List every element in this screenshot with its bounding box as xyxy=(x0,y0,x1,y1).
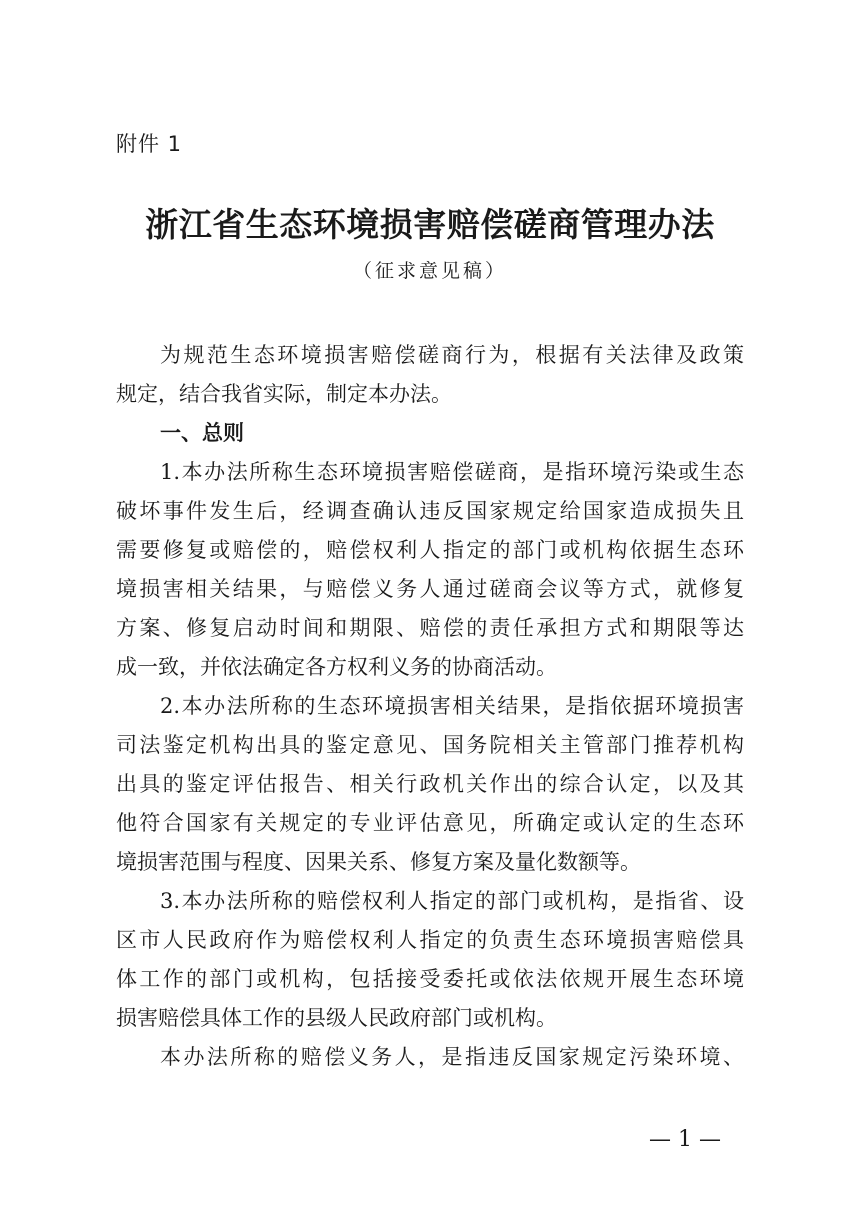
text-line: 损害赔偿具体工作的县级人民政府部门或机构。 xyxy=(116,1006,557,1030)
text-line: 破坏事件发生后，经调查确认违反国家规定给国家造成损失且 xyxy=(116,499,744,523)
text-line: 本办法所称的赔偿义务人，是指违反国家规定污染环境、 xyxy=(160,1045,744,1069)
text-line: 方案、修复启动时间和期限、赔偿的责任承担方式和期限等达 xyxy=(116,616,744,640)
attachment-label: 附件 1 xyxy=(116,132,183,156)
text-line: 区市人民政府作为赔偿权利人指定的负责生态环境损害赔偿具 xyxy=(116,928,744,952)
text-line: 司法鉴定机构出具的鉴定意见、国务院相关主管部门推荐机构 xyxy=(116,733,744,757)
text-line: 规定，结合我省实际，制定本办法。 xyxy=(116,382,452,406)
text-line: 境损害范围与程度、因果关系、修复方案及量化数额等。 xyxy=(116,850,641,874)
text-line: 境损害相关结果，与赔偿义务人通过磋商会议等方式，就修复 xyxy=(116,577,744,601)
text-line: 需要修复或赔偿的，赔偿权利人指定的部门或机构依据生态环 xyxy=(116,538,744,562)
document-body xyxy=(116,336,744,1077)
document-title: 浙江省生态环境损害赔偿磋商管理办法 xyxy=(145,205,715,244)
text-line: 出具的鉴定评估报告、相关行政机关作出的综合认定，以及其 xyxy=(116,772,744,796)
text-line: 2.本办法所称的生态环境损害相关结果，是指依据环境损害 xyxy=(160,694,744,718)
text-line: 3.本办法所称的赔偿权利人指定的部门或机构，是指省、设 xyxy=(160,889,744,913)
text-line: 体工作的部门或机构，包括接受委托或依法依规开展生态环境 xyxy=(116,967,744,991)
text-line: 成一致，并依法确定各方权利义务的协商活动。 xyxy=(116,655,557,679)
text-line: 1.本办法所称生态环境损害赔偿磋商，是指环境污染或生态 xyxy=(160,460,744,484)
document-subtitle: （征求意见稿） xyxy=(352,260,507,282)
page-number: — 1 — xyxy=(649,1127,721,1152)
text-line: 为规范生态环境损害赔偿磋商行为，根据有关法律及政策 xyxy=(160,343,744,367)
section-heading: 一、总则 xyxy=(160,421,244,445)
text-line: 他符合国家有关规定的专业评估意见，所确定或认定的生态环 xyxy=(116,811,744,835)
